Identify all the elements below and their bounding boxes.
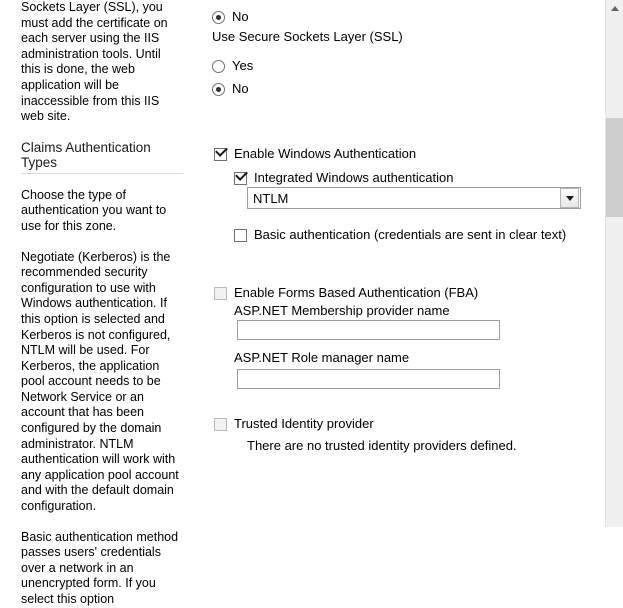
basic-authentication-row[interactable] bbox=[234, 227, 566, 243]
enable-windows-authentication-label: Enable Windows Authentication bbox=[234, 146, 417, 161]
ssl-option-yes-row[interactable] bbox=[212, 58, 253, 74]
trusted-identity-provider-note: There are no trusted identity providers defined. bbox=[247, 438, 517, 453]
radio-no-top-label: No bbox=[232, 9, 249, 24]
checkbox-integrated-windows-authentication[interactable] bbox=[234, 172, 247, 185]
integrated-auth-mode-value: NTLM bbox=[253, 190, 289, 206]
description-paragraph-3: Basic authentication method passes users' credentials over a network in an unencrypted form. If you select this option bbox=[21, 529, 179, 606]
section-heading-claims-authentication-types: Claims Authentication Types bbox=[21, 140, 183, 174]
integrated-auth-mode-select[interactable] bbox=[247, 187, 581, 209]
integrated-windows-authentication-row[interactable] bbox=[234, 170, 453, 186]
scrollbar-thumb[interactable] bbox=[606, 118, 623, 217]
radio-ssl-no-label: No bbox=[232, 81, 249, 96]
checkbox-enable-forms-based-authentication[interactable] bbox=[214, 287, 227, 300]
trusted-identity-provider-label: Trusted Identity provider bbox=[234, 416, 374, 431]
radio-ssl-yes[interactable] bbox=[212, 60, 225, 73]
enable-forms-based-authentication-row[interactable] bbox=[214, 285, 478, 301]
enable-forms-based-authentication-label: Enable Forms Based Authentication (FBA) bbox=[234, 285, 479, 300]
enable-windows-authentication-row[interactable] bbox=[214, 146, 416, 162]
ssl-option-no-row[interactable] bbox=[212, 81, 249, 97]
membership-provider-input[interactable] bbox=[237, 320, 500, 340]
role-manager-input[interactable] bbox=[237, 369, 500, 389]
intro-paragraph: Sockets Layer (SSL), you must add the certificate on each server using the IIS administration tools. Until this is done, the web application will be inaccessible from this IIS web site. bbox=[21, 0, 168, 124]
arrow-down-glyph bbox=[566, 196, 574, 201]
radio-no-top[interactable] bbox=[212, 11, 225, 24]
scroll-up-arrow-icon bbox=[611, 6, 619, 11]
ssl-group-label: Use Secure Sockets Layer (SSL) bbox=[212, 29, 403, 44]
basic-authentication-label: Basic authentication (credentials are sent in clear text) bbox=[254, 227, 567, 242]
membership-provider-label: ASP.NET Membership provider name bbox=[234, 303, 450, 318]
ssl-top-radio-row[interactable] bbox=[212, 9, 249, 25]
checkbox-basic-authentication[interactable] bbox=[234, 229, 247, 242]
trusted-identity-provider-row[interactable] bbox=[214, 416, 374, 432]
chevron-down-icon[interactable] bbox=[560, 188, 579, 208]
checkbox-enable-windows-authentication[interactable] bbox=[214, 148, 227, 161]
integrated-windows-authentication-label: Integrated Windows authentication bbox=[254, 170, 454, 185]
vertical-scrollbar[interactable] bbox=[605, 0, 623, 527]
description-column bbox=[0, 0, 190, 606]
checkbox-trusted-identity-provider[interactable] bbox=[214, 418, 227, 431]
role-manager-label: ASP.NET Role manager name bbox=[234, 350, 410, 365]
form-column bbox=[206, 0, 586, 527]
description-paragraph-1: Choose the type of authentication you want to use for this zone. bbox=[21, 187, 167, 233]
scroll-up-button[interactable] bbox=[606, 0, 623, 17]
radio-ssl-yes-label: Yes bbox=[232, 58, 254, 73]
radio-ssl-no[interactable] bbox=[212, 83, 225, 96]
description-paragraph-2: Negotiate (Kerberos) is the recommended security configuration to use with Windows authentication. If this option is selected and Kerberos is not configured, NTLM will be used. For Kerberos, the application pool account needs to be Network Service or an account that has been configured by the domain administrator. NTLM authentication will work with any application pool account and with the default domain configuration. bbox=[21, 249, 179, 514]
